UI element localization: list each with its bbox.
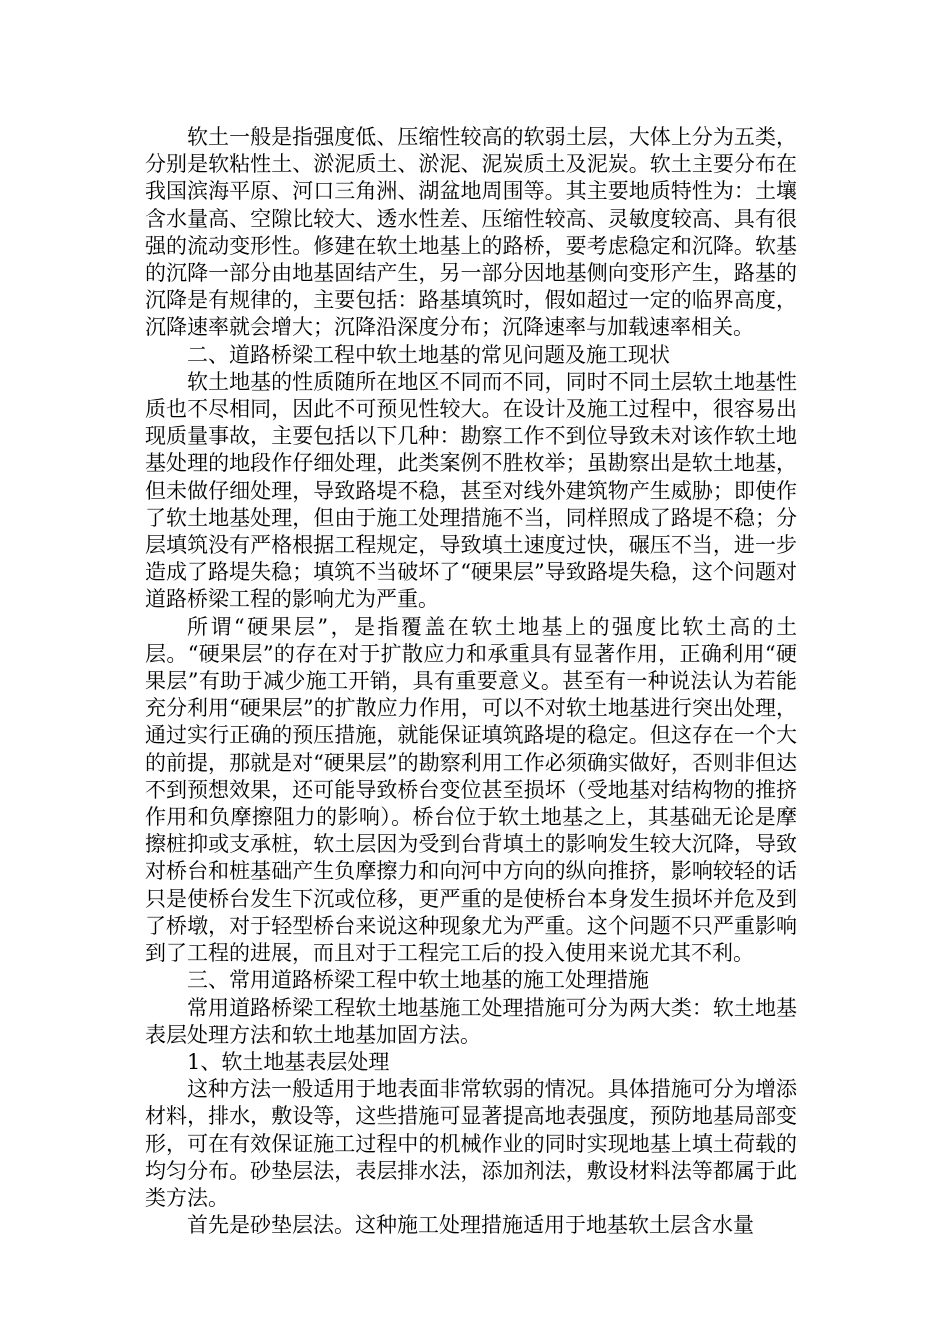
subsection-heading-1: 1、软土地基表层处理 xyxy=(187,1049,390,1074)
paragraph-surface-treatment: 这种方法一般适用于地表面非常软弱的情况。具体措施可分为增添材料，排水，敷设等，这些措施可显著提高地表强度，预防地基局部变形，可在有效保证施工过程中的机械作业的同时实现地基上填土荷载的均匀分布。砂垫层法，表层排水法，添加剂法，敷设材料法等都属于此类方法。 xyxy=(145,1077,797,1210)
section-heading-2: 二、道路桥梁工程中软土地基的常见问题及施工现状 xyxy=(187,342,670,367)
paragraph-treatment-categories: 常用道路桥梁工程软土地基施工处理措施可分为两大类：软土地基表层处理方法和软土地基加固方法。 xyxy=(145,995,797,1047)
document-body xyxy=(145,124,797,1239)
paragraph-common-problems: 软土地基的性质随所在地区不同而不同，同时不同土层软土地基性质也不尽相同，因此不可预见性较大。在设计及施工过程中，很容易出现质量事故，主要包括以下几种：勘察工作不到位导致未对该作软土地基处理的地段作仔细处理，此类案例不胜枚举；虽勘察出是软土地基，但未做仔细处理，导致路堤不稳，甚至对线外建筑物产生威胁；即使作了软土地基处理，但由于施工处理措施不当，同样照成了路堤不稳；分层填筑没有严格根据工程规定，导致填土速度过快，碾压不当，进一步造成了路堤失稳；填筑不当破坏了“硬果层”导致路堤失稳，这个问题对道路桥梁工程的影响尤为严重。 xyxy=(145,369,797,612)
paragraph-hard-crust-layer: 所谓“硬果层”，是指覆盖在软土地基上的强度比软土高的土层。“硬果层”的存在对于扩散应力和承重具有显著作用，正确利用“硬果层”有助于减少施工开销，具有重要意义。甚至有一种说法认为若能充分利用“硬果层”的扩散应力作用，可以不对软土地基进行突出处理，通过实行正确的预压措施，就能保证填筑路堤的稳定。但这存在一个大的前提，那就是对“硬果层”的勘察利用工作必须确实做好，否则非但达不到预想效果，还可能导致桥台变位甚至损坏（受地基对结构物的推挤作用和负摩擦阻力的影响）。桥台位于软土地基之上，其基础无论是摩擦桩抑或支承桩，软土层因为受到台背填土的影响发生较大沉降，导致对桥台和桩基础产生负摩擦力和向河中方向的纵向推挤，影响较轻的话只是使桥台发生下沉或位移，更严重的是使桥台本身发生损坏并危及到了桥墩，对于轻型桥台来说这种现象尤为严重。这个问题不只严重影响到了工程的进展，而且对于工程完工后的投入使用来说尤其不利。 xyxy=(145,614,797,966)
section-heading-3: 三、常用道路桥梁工程中软土地基的施工处理措施 xyxy=(187,968,649,993)
paragraph-sand-cushion: 首先是砂垫层法。这种施工处理措施适用于地基软土层含水量 xyxy=(187,1213,754,1238)
paragraph-soft-soil-intro: 软土一般是指强度低、压缩性较高的软弱土层，大体上分为五类，分别是软粘性土、淤泥质土、淤泥、泥炭质土及泥炭。软土主要分布在我国滨海平原、河口三角洲、湖盆地周围等。其主要地质特性为：土壤含水量高、空隙比较大、透水性差、压缩性较高、灵敏度较高、具有很强的流动变形性。修建在软土地基上的路桥，要考虑稳定和沉降。软基的沉降一部分由地基固结产生，另一部分因地基侧向变形产生，路基的沉降是有规律的，主要包括：路基填筑时，假如超过一定的临界高度，沉降速率就会增大；沉降沿深度分布；沉降速率与加载速率相关。 xyxy=(145,125,797,340)
